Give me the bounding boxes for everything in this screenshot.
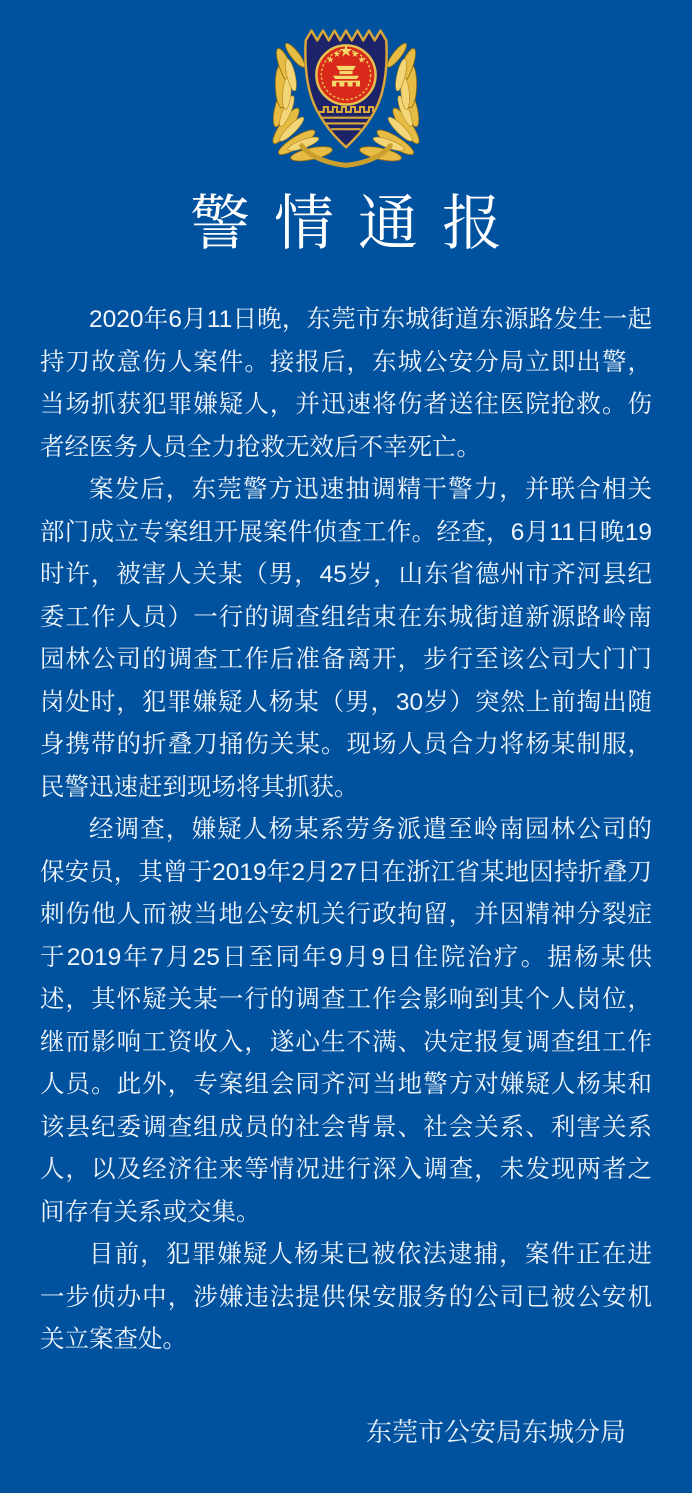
- notice-body: [40, 299, 652, 1362]
- police-badge-icon: [263, 24, 429, 176]
- badge-container: [0, 0, 692, 181]
- notice-paragraph: 案发后，东莞警方迅速抽调精干警力，并联合相关部门成立专案组开展案件侦查工作。经查，6月11日晚19时许，被害人关某（男，45岁，山东省德州市齐河县纪委工作人员）一行的调查组结束在东城街道新源路岭南园林公司的调查工作后准备离开，步行至该公司大门门岗处时，犯罪嫌疑人杨某（男，30岁）突然上前掏出随身携带的折叠刀捅伤关某。现场人员合力将杨某制服，民警迅速赶到现场将其抓获。: [40, 476, 652, 801]
- notice-paragraph: 目前，犯罪嫌疑人杨某已被依法逮捕，案件正在进一步侦办中，涉嫌违法提供保安服务的公司已被公安机关立案查处。: [40, 1241, 652, 1353]
- page-title: 警情通报: [190, 190, 526, 257]
- issuing-authority-signature: 东莞市公安局东城分局: [365, 1416, 626, 1447]
- notice-paragraph: 经调查，嫌疑人杨某系劳务派遣至岭南园林公司的保安员，其曾于2019年2月27日在浙江省某地因持折叠刀刺伤他人而被当地公安机关行政拘留，并因精神分裂症于2019年7月25日至同年9月9日住院治疗。据杨某供述，其怀疑关某一行的调查工作会影响到其个人岗位，继而影响工资收入，遂心生不满、决定报复调查组工作人员。此外，专案组会同齐河当地警方对嫌疑人杨某和该县纪委调查组成员的社会背景、社会关系、利害关系人，以及经济往来等情况进行深入调查，未发现两者之间存有关系或交集。: [40, 816, 652, 1226]
- notice-paragraph: 2020年6月11日晚，东莞市东城街道东源路发生一起持刀故意伤人案件。接报后，东城公安分局立即出警，当场抓获犯罪嫌疑人，并迅速将伤者送往医院抢救。伤者经医务人员全力抢救无效后不幸死亡。: [40, 306, 652, 461]
